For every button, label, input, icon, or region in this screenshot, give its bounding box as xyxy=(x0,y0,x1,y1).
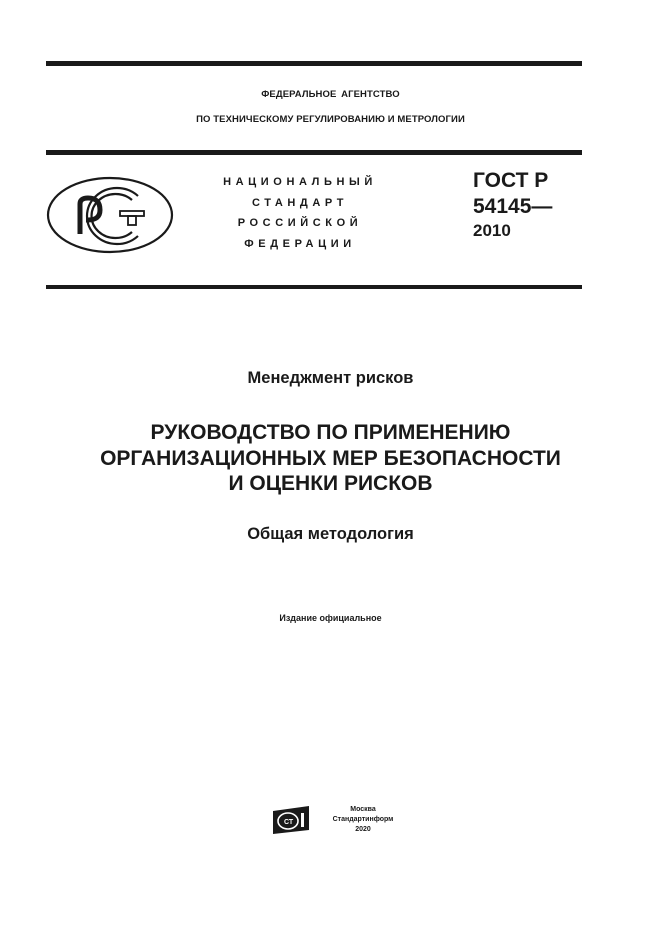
gost-logo-icon xyxy=(46,176,174,254)
national-line: ФЕДЕРАЦИИ xyxy=(244,237,356,250)
standartinform-logo-icon xyxy=(272,805,310,835)
designation-year: 2010 xyxy=(473,221,511,240)
header-divider-rule xyxy=(46,150,582,155)
national-line: РОССИЙСКОЙ xyxy=(237,217,363,229)
publisher-year: 2020 xyxy=(355,826,371,833)
publisher-name: Стандартинформ xyxy=(332,816,394,823)
national-standard-label xyxy=(200,172,400,254)
agency-name-line-1: ФЕДЕРАЛЬНОЕ АГЕНТСТВО xyxy=(261,89,400,100)
publisher-info xyxy=(318,805,408,835)
designation-prefix: ГОСТ Р xyxy=(473,169,549,192)
title-line: И ОЦЕНКИ РИСКОВ xyxy=(228,472,433,495)
agency-name-line-2: ПО ТЕХНИЧЕСКОМУ РЕГУЛИРОВАНИЮ И МЕТРОЛОГИИ xyxy=(196,114,465,125)
top-rule xyxy=(46,61,582,66)
document-title xyxy=(0,420,661,497)
title-line: РУКОВОДСТВО ПО ПРИМЕНЕНИЮ xyxy=(150,421,511,444)
designation-number: 54145— xyxy=(473,195,553,218)
document-subject: Менеджмент рисков xyxy=(247,369,414,387)
title-line: ОРГАНИЗАЦИОННЫХ МЕР БЕЗОПАСНОСТИ xyxy=(100,446,561,470)
national-line: СТАНДАРТ xyxy=(251,196,349,209)
publisher-city: Москва xyxy=(350,806,376,813)
svg-text:СТ: СТ xyxy=(284,819,294,826)
publisher-block xyxy=(272,805,412,839)
header-bottom-rule xyxy=(46,285,582,289)
edition-label: Издание официальное xyxy=(279,613,382,623)
national-line: НАЦИОНАЛЬНЫЙ xyxy=(223,176,377,188)
standard-designation xyxy=(473,168,552,242)
document-subtitle: Общая методология xyxy=(247,525,414,543)
